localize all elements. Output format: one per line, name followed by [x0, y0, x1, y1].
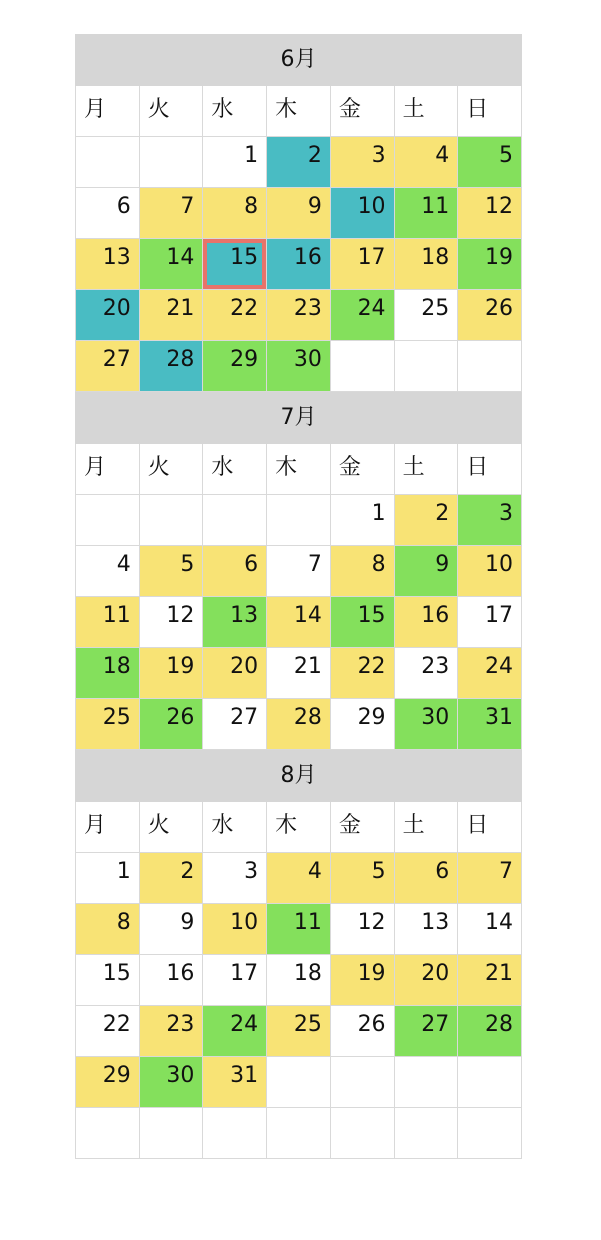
day-cell[interactable]: 3 — [331, 137, 395, 188]
weekday-header: 日 — [458, 86, 522, 137]
empty-cell — [267, 1057, 331, 1108]
weekday-header: 火 — [140, 86, 204, 137]
day-cell[interactable]: 24 — [203, 1006, 267, 1057]
day-cell[interactable]: 16 — [267, 239, 331, 290]
day-cell[interactable]: 31 — [203, 1057, 267, 1108]
day-cell[interactable]: 20 — [203, 648, 267, 699]
day-cell[interactable]: 30 — [395, 699, 459, 750]
day-cell[interactable]: 14 — [458, 904, 522, 955]
day-cell[interactable]: 23 — [140, 1006, 204, 1057]
empty-cell — [140, 495, 204, 546]
day-cell[interactable]: 19 — [140, 648, 204, 699]
day-cell[interactable]: 9 — [267, 188, 331, 239]
day-cell[interactable]: 3 — [458, 495, 522, 546]
day-cell[interactable]: 16 — [395, 597, 459, 648]
empty-cell — [458, 1057, 522, 1108]
day-cell[interactable]: 29 — [76, 1057, 140, 1108]
month-grid — [75, 86, 522, 392]
day-cell[interactable]: 5 — [331, 853, 395, 904]
day-cell[interactable]: 18 — [395, 239, 459, 290]
weekday-header: 日 — [458, 444, 522, 495]
weekday-header: 火 — [140, 802, 204, 853]
day-cell[interactable]: 28 — [140, 341, 204, 392]
month-block — [75, 750, 522, 1159]
weekday-header: 木 — [267, 86, 331, 137]
day-cell[interactable]: 13 — [395, 904, 459, 955]
day-cell[interactable]: 14 — [267, 597, 331, 648]
day-cell[interactable]: 14 — [140, 239, 204, 290]
day-cell[interactable]: 21 — [140, 290, 204, 341]
weekday-header: 土 — [395, 802, 459, 853]
day-cell[interactable]: 20 — [76, 290, 140, 341]
day-cell[interactable]: 17 — [203, 955, 267, 1006]
day-cell[interactable]: 1 — [76, 853, 140, 904]
weekday-header: 火 — [140, 444, 204, 495]
day-cell[interactable]: 1 — [331, 495, 395, 546]
day-cell[interactable]: 27 — [203, 699, 267, 750]
day-cell[interactable]: 13 — [76, 239, 140, 290]
empty-cell — [331, 341, 395, 392]
empty-cell — [395, 1057, 459, 1108]
day-cell-selected[interactable]: 15 — [203, 239, 267, 290]
day-cell[interactable]: 12 — [140, 597, 204, 648]
day-cell[interactable]: 29 — [331, 699, 395, 750]
day-cell[interactable]: 16 — [140, 955, 204, 1006]
day-cell[interactable]: 18 — [267, 955, 331, 1006]
day-cell[interactable]: 7 — [267, 546, 331, 597]
month-grid — [75, 802, 522, 1159]
day-cell[interactable]: 18 — [76, 648, 140, 699]
empty-cell — [140, 1108, 204, 1159]
day-cell[interactable]: 27 — [76, 341, 140, 392]
day-cell[interactable]: 27 — [395, 1006, 459, 1057]
day-cell[interactable]: 2 — [140, 853, 204, 904]
weekday-header: 月 — [76, 86, 140, 137]
day-cell[interactable]: 22 — [331, 648, 395, 699]
weekday-header: 水 — [203, 802, 267, 853]
day-cell[interactable]: 9 — [395, 546, 459, 597]
day-cell[interactable]: 30 — [140, 1057, 204, 1108]
weekday-header: 水 — [203, 444, 267, 495]
day-cell[interactable]: 29 — [203, 341, 267, 392]
empty-cell — [76, 1108, 140, 1159]
day-cell[interactable]: 19 — [458, 239, 522, 290]
weekday-header: 金 — [331, 444, 395, 495]
day-cell[interactable]: 19 — [331, 955, 395, 1006]
day-cell[interactable]: 24 — [331, 290, 395, 341]
empty-cell — [331, 1108, 395, 1159]
weekday-header: 木 — [267, 444, 331, 495]
day-cell[interactable]: 10 — [203, 904, 267, 955]
day-cell[interactable]: 15 — [76, 955, 140, 1006]
day-cell[interactable]: 6 — [395, 853, 459, 904]
empty-cell — [458, 341, 522, 392]
weekday-header: 金 — [331, 802, 395, 853]
month-block — [75, 34, 522, 392]
day-cell[interactable]: 30 — [267, 341, 331, 392]
empty-cell — [458, 1108, 522, 1159]
day-cell[interactable]: 4 — [267, 853, 331, 904]
day-cell[interactable]: 7 — [458, 853, 522, 904]
weekday-header: 土 — [395, 86, 459, 137]
day-cell[interactable]: 4 — [395, 137, 459, 188]
weekday-header: 日 — [458, 802, 522, 853]
empty-cell — [395, 1108, 459, 1159]
day-cell[interactable]: 28 — [267, 699, 331, 750]
day-cell[interactable]: 21 — [267, 648, 331, 699]
day-cell[interactable]: 5 — [140, 546, 204, 597]
day-cell[interactable]: 3 — [203, 853, 267, 904]
day-cell[interactable]: 17 — [458, 597, 522, 648]
empty-cell — [267, 1108, 331, 1159]
day-cell[interactable]: 12 — [458, 188, 522, 239]
day-cell[interactable]: 22 — [76, 1006, 140, 1057]
day-cell[interactable]: 25 — [267, 1006, 331, 1057]
day-cell[interactable]: 1 — [203, 137, 267, 188]
day-cell[interactable]: 23 — [267, 290, 331, 341]
day-cell[interactable]: 26 — [458, 290, 522, 341]
day-cell[interactable]: 28 — [458, 1006, 522, 1057]
day-cell[interactable]: 2 — [267, 137, 331, 188]
empty-cell — [140, 137, 204, 188]
day-cell[interactable]: 22 — [203, 290, 267, 341]
day-cell[interactable]: 20 — [395, 955, 459, 1006]
empty-cell — [76, 495, 140, 546]
empty-cell — [203, 1108, 267, 1159]
empty-cell — [203, 495, 267, 546]
day-cell[interactable]: 10 — [458, 546, 522, 597]
day-cell[interactable]: 8 — [76, 904, 140, 955]
day-cell[interactable]: 8 — [203, 188, 267, 239]
day-cell[interactable]: 17 — [331, 239, 395, 290]
calendar — [75, 34, 522, 1159]
day-cell[interactable]: 13 — [203, 597, 267, 648]
month-block — [75, 392, 522, 750]
weekday-header: 月 — [76, 802, 140, 853]
day-cell[interactable]: 15 — [331, 597, 395, 648]
month-title: 8月 — [75, 750, 522, 802]
empty-cell — [331, 1057, 395, 1108]
day-cell[interactable]: 10 — [331, 188, 395, 239]
day-cell[interactable]: 11 — [395, 188, 459, 239]
day-cell[interactable]: 2 — [395, 495, 459, 546]
day-cell[interactable]: 7 — [140, 188, 204, 239]
day-cell[interactable]: 23 — [395, 648, 459, 699]
day-cell[interactable]: 12 — [331, 904, 395, 955]
day-cell[interactable]: 25 — [76, 699, 140, 750]
day-cell[interactable]: 11 — [267, 904, 331, 955]
month-title: 6月 — [75, 34, 522, 86]
day-cell[interactable]: 4 — [76, 546, 140, 597]
day-cell[interactable]: 8 — [331, 546, 395, 597]
day-cell[interactable]: 24 — [458, 648, 522, 699]
day-cell[interactable]: 11 — [76, 597, 140, 648]
weekday-header: 木 — [267, 802, 331, 853]
weekday-header: 金 — [331, 86, 395, 137]
day-cell[interactable]: 5 — [458, 137, 522, 188]
weekday-header: 土 — [395, 444, 459, 495]
weekday-header: 水 — [203, 86, 267, 137]
day-cell[interactable]: 25 — [395, 290, 459, 341]
day-cell[interactable]: 26 — [331, 1006, 395, 1057]
day-cell[interactable]: 26 — [140, 699, 204, 750]
month-grid — [75, 444, 522, 750]
day-cell[interactable]: 6 — [76, 188, 140, 239]
weekday-header: 月 — [76, 444, 140, 495]
empty-cell — [76, 137, 140, 188]
empty-cell — [267, 495, 331, 546]
day-cell[interactable]: 21 — [458, 955, 522, 1006]
day-cell[interactable]: 31 — [458, 699, 522, 750]
day-cell[interactable]: 9 — [140, 904, 204, 955]
month-title: 7月 — [75, 392, 522, 444]
empty-cell — [395, 341, 459, 392]
day-cell[interactable]: 6 — [203, 546, 267, 597]
